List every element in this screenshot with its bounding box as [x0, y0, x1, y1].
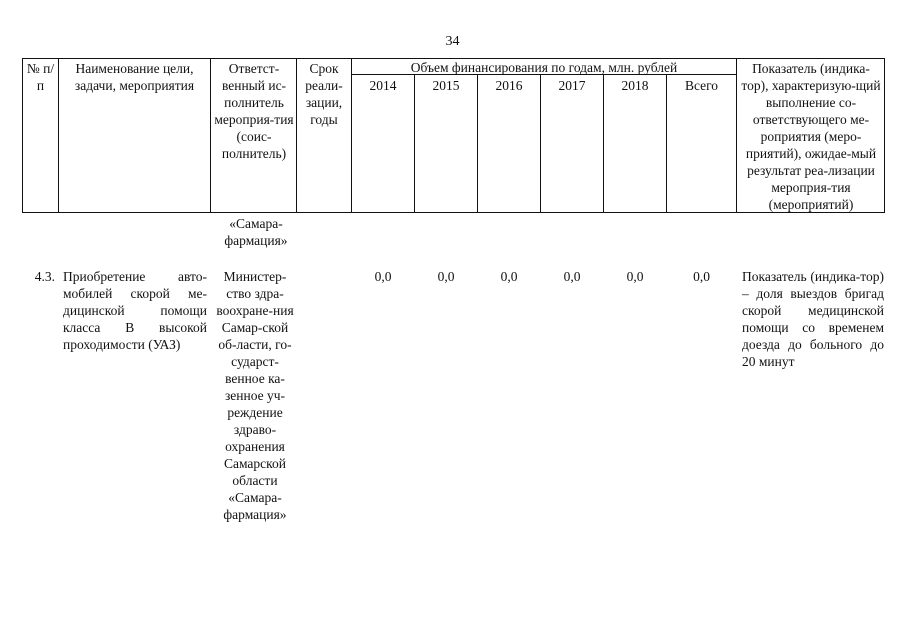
header-indicator: Показатель (индика-тор), характеризую-щий выполнение со-ответствующего ме-роприятия (меро-приятий), ожидае-мый результат реа-лизации мероприя-тия (мероприятий)	[741, 61, 881, 212]
header-year: 2018	[621, 78, 649, 93]
row-value-total: 0,0	[693, 269, 710, 284]
header-year: 2017	[558, 78, 586, 93]
row-value: 0,0	[437, 269, 455, 284]
header-year: 2014	[369, 78, 397, 93]
header-funding-title: Объем финансирования по годам, млн. рублей	[410, 60, 678, 75]
row-name: Приобретение авто-мобилей скорой ме-дицинской помощи класса В высокой проходимости (УАЗ)	[63, 269, 207, 352]
row-value: 0,0	[563, 269, 581, 284]
column-divider	[477, 74, 478, 213]
row-value: 0,0	[626, 269, 644, 284]
header-executor: Ответст-венный ис-полнитель мероприя-тия (соис-полнитель)	[214, 61, 294, 161]
column-divider	[884, 58, 885, 213]
continuation-executor: «Самара-фармация»	[224, 216, 288, 248]
column-divider	[414, 74, 415, 213]
header-year: 2015	[432, 78, 460, 93]
header-term: Срок реали-зации, годы	[305, 61, 343, 127]
row-executor: Министер-ство здра-воохране-ния Самар-ской об-ласти, го-сударст-венное ка-зенное уч-реждение здраво-охранения Самарской области «Самара-фармация»	[216, 269, 294, 522]
column-divider	[210, 58, 211, 213]
header-num: № п/п	[26, 61, 55, 93]
header-year: 2016	[495, 78, 523, 93]
column-divider	[22, 58, 23, 213]
column-divider	[603, 74, 604, 213]
row-indicator: Показатель (индика-тор) – доля выездов бригад скорой медицинской помощи со временем доезда до больного до 20 минут	[742, 269, 884, 369]
column-divider	[736, 58, 737, 213]
column-divider	[58, 58, 59, 213]
header-year-total: Всего	[684, 78, 719, 93]
row-number: 4.3.	[34, 269, 55, 284]
column-divider	[666, 74, 667, 213]
header-name: Наименование цели, задачи, мероприятия	[74, 61, 195, 93]
column-divider	[296, 58, 297, 213]
column-divider	[540, 74, 541, 213]
row-value: 0,0	[374, 269, 392, 284]
page-number: 34	[445, 34, 460, 49]
row-value: 0,0	[500, 269, 518, 284]
